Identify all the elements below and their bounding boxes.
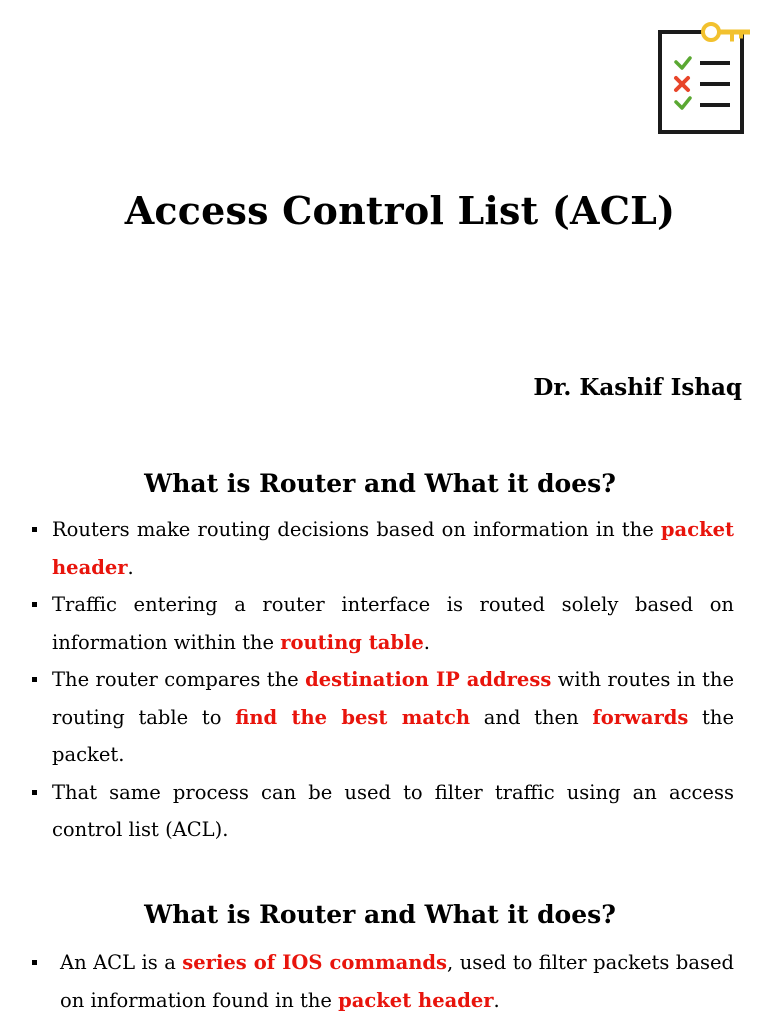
bullet-marker bbox=[32, 677, 37, 682]
bullet-marker bbox=[32, 960, 37, 965]
bullet-text: Routers make routing decisions based on information in the bbox=[52, 518, 661, 541]
bullet-text: . bbox=[493, 988, 500, 1012]
highlight-text: packet header bbox=[338, 988, 494, 1012]
bullet-text: That same process can be used to filter traffic using an access control list (ACL). bbox=[52, 780, 734, 841]
highlight-text: series of IOS commands bbox=[182, 951, 448, 974]
bullet-marker bbox=[32, 790, 37, 795]
page-title: Access Control List (ACL) bbox=[124, 188, 676, 233]
section-heading: What is Router and What it does? bbox=[144, 469, 616, 498]
bullet-text: Traffic entering a router interface is routed solely based on information within the bbox=[52, 593, 734, 654]
bullet-text: and then bbox=[470, 705, 593, 729]
bullet-text: An ACL is a bbox=[60, 951, 183, 974]
bullet-text: . bbox=[423, 630, 430, 654]
bullet-text: The router compares the bbox=[52, 668, 306, 691]
bullet-marker bbox=[32, 527, 37, 532]
highlight-text: packet header bbox=[52, 518, 734, 579]
highlight-text: forwards bbox=[592, 705, 689, 729]
list-item bbox=[30, 661, 734, 774]
bullet-text: , used to filter packets based on information found in the bbox=[60, 951, 734, 1012]
list-item bbox=[30, 511, 734, 586]
bullet-text: . bbox=[127, 555, 134, 579]
bullet-list bbox=[30, 511, 734, 849]
list-item bbox=[30, 944, 734, 1019]
bullet-text: with routes in the routing table to bbox=[52, 668, 734, 729]
list-item bbox=[30, 774, 734, 849]
highlight-text: routing table bbox=[280, 630, 424, 654]
checklist-key-icon bbox=[656, 20, 752, 138]
highlight-text: find the best match bbox=[235, 705, 471, 729]
bullet-list bbox=[30, 944, 734, 1019]
list-item bbox=[30, 586, 734, 661]
section-heading: What is Router and What it does? bbox=[144, 900, 616, 929]
highlight-text: destination IP address bbox=[305, 668, 552, 691]
author-name: Dr. Kashif Ishaq bbox=[533, 374, 742, 401]
bullet-marker bbox=[32, 602, 37, 607]
bullet-text: the packet. bbox=[52, 705, 734, 766]
